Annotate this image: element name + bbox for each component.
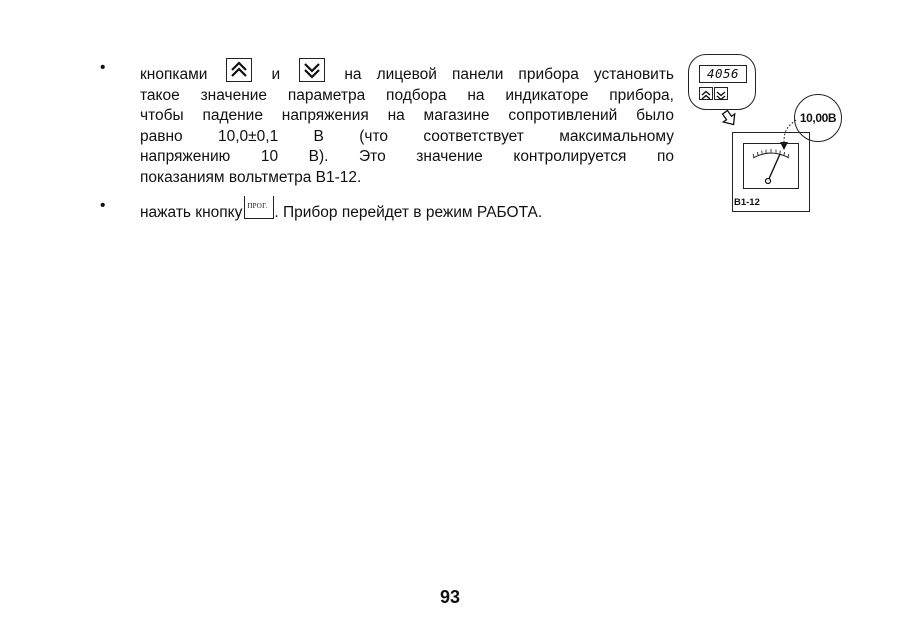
voltmeter-dial [743,143,799,189]
text-fragment: . Прибор перейдет в режим РАБОТА. [274,204,543,221]
page-number: 93 [439,587,461,607]
text-fragment: кнопками [140,66,208,83]
bullet-marker: • [100,59,106,76]
bullet-marker: • [100,197,106,214]
display-value: 4056 [706,66,740,81]
instruction-list [96,58,674,224]
device-diagram [684,48,844,218]
text-fragment: нажать кнопку [140,204,243,221]
voltmeter-label: В1-12 [734,197,760,208]
text-fragment: на лицевой панели прибора установить [344,66,675,83]
instruction-item-2 [96,196,674,224]
text-line: равно 10,0±0,1 В (что соответствует максимальному [140,127,674,145]
text-line: показаниям вольтметра В1-12. [140,168,362,186]
prog-button-label: ПРОГ. [247,202,268,210]
instruction-item-1 [96,58,674,188]
down-button-icon [299,58,325,82]
text-line: чтобы падение напряжения на магазине сопротивлений было [140,107,674,124]
text-fragment: и [271,66,281,83]
prog-button-icon [244,196,274,219]
voltage-reading: 10,00В [799,111,837,125]
text-line: такое значение параметра подбора на индикаторе прибора, [140,86,674,104]
up-button-icon [226,58,252,82]
text-line: напряжению 10 В). Это значение контролируется по [140,148,674,165]
text-line [140,196,674,224]
text-line [140,58,674,86]
